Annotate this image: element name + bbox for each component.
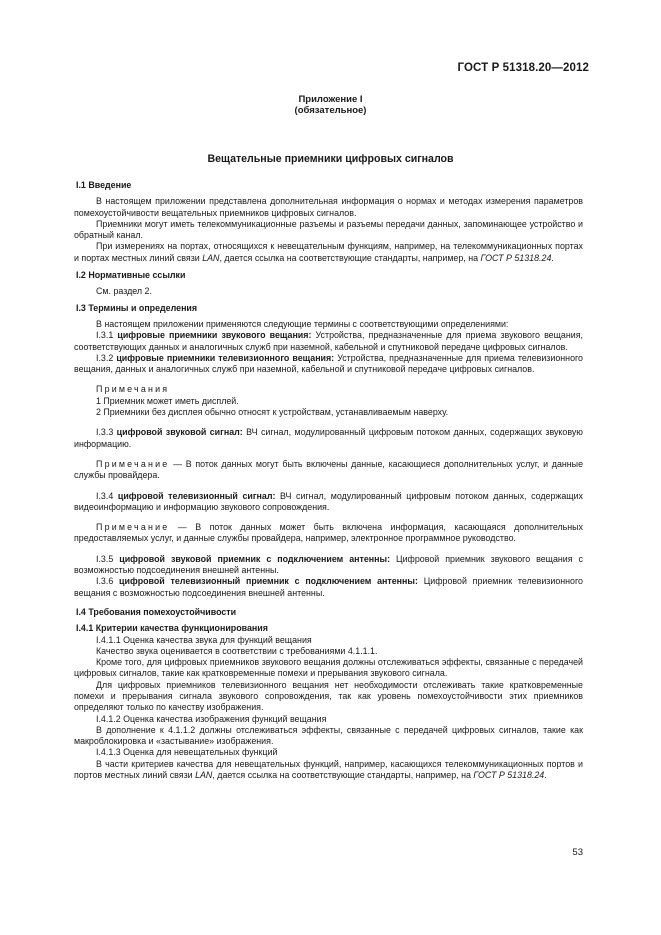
note: 2 Приемники без дисплея обычно относят к устройствам, устанавливаемым наверху. [96, 407, 449, 418]
paragraph: В дополнение к 4.1.1.2 должны отслеживаться эффекты, связанные с передачей цифровых сигналов, такие как макроблокировка и «застывание» изображения. [74, 724, 583, 747]
subsection-heading: I.4.1.3 Оценка для невещательных функций [96, 747, 278, 758]
paragraph: Приемники могут иметь телекоммуникационные разъемы и разъемы передачи данных, запоминающее устройство и обратный канал. [74, 218, 583, 241]
subsection-heading: I.4.1.2 Оценка качества изображения функций вещания [96, 713, 327, 724]
note: Примечание — В поток данных могут быть включены данные, касающиеся дополнительных услуг, и данные службы провайдера. [74, 458, 583, 481]
annex-status: (обязательное) [294, 105, 367, 116]
paragraph: В настоящем приложении представлена дополнительная информация о нормах и методах измерения параметров помехоустойчивости вещательных приемников цифровых сигналов. [74, 196, 583, 218]
section-heading: I.1 Введение [76, 180, 132, 190]
paragraph: Для цифровых приемников телевизионного вещания нет необходимости отслеживать такие кратковременные помехи и прерывания сигнала звукового сопровождения, так как уровень помехоустойчивости этих приемников определяют только по качеству изображения. [74, 679, 583, 713]
section-heading: I.4 Требования помехоустойчивости [76, 606, 237, 617]
subsection-heading: I.4.1 Критерии качества функционирования [76, 623, 268, 634]
page-number: 53 [572, 847, 583, 858]
standard-reference: ГОСТ Р 51318.24 [480, 252, 552, 263]
term: цифровой звуковой сигнал: [116, 427, 243, 438]
term-definition: I.3.4 цифровой телевизионный сигнал: ВЧ сигнал, модулированный цифровым потоком данных, содержащих видеоинформацию и информацию звукового сопровождения. [74, 490, 583, 512]
paragraph: Качество звука оценивается в соответствии с требованиями 4.1.1.1. [96, 645, 378, 656]
note: Примечание — В поток данных может быть включена информация, касающаяся дополнительных предоставляемых услуг, и данные службы провайдера, например, электронное программное руководство. [74, 522, 583, 544]
subsection-heading: I.4.1.1 Оценка качества звука для функций вещания [96, 634, 312, 645]
paragraph: При измерениях на портах, относящихся к невещательным функциям, например, на телекоммуникационных портах и портах местных линий связи LAN, дается ссылка на соответствующие стандарты, например, на ГОСТ Р 51318.24. [74, 241, 583, 263]
note: 1 Приемник может иметь дисплей. [96, 395, 239, 406]
standard-reference: ГОСТ Р 51318.24 [473, 770, 545, 781]
annex-title: Приложение I [298, 94, 363, 105]
term: цифровые приемники телевизионного вещания: [116, 352, 335, 363]
paragraph: В настоящем приложении применяются следующие термины с соответствующими определениями: [96, 318, 509, 329]
term-definition: I.3.2 цифровые приемники телевизионного вещания: Устройства, предназначенные для приема телевизионного вещания, данных и аналогичных служб при наземной, кабельной и спутниковой передаче цифровых сигналов. [74, 352, 583, 375]
paragraph: В части критериев качества для невещательных функций, например, касающихся телекоммуникационных портов и портов местных линий связи LAN, дается ссылка на соответствующие стандарты, например, на ГОСТ Р 51318.24. [74, 758, 583, 781]
term-definition: I.3.5 цифровой звуковой приемник с подключением антенны: Цифровой приемник звукового вещания с возможностью подсоединения внешней антенны. [74, 553, 583, 576]
term: цифровой телевизионный приемник с подключением антенны: [119, 576, 418, 587]
paragraph: Кроме того, для цифровых приемников звукового вещания должны отслеживаться эффекты, связанные с передачей цифровых сигналов, такие как кратковременные помехи и прерывания звукового сигнала. [74, 657, 583, 679]
term: цифровые приемники звукового вещания: [117, 330, 312, 341]
term-definition: I.3.3 цифровой звуковой сигнал: ВЧ сигнал, модулированный цифровым потоком данных, содержащих звуковую информацию. [74, 427, 583, 449]
paragraph: См. раздел 2. [96, 286, 152, 297]
term-definition: I.3.6 цифровой телевизионный приемник с подключением антенны: Цифровой приемник телевизионного вещания с возможностью подсоединения внешней антенны. [74, 576, 583, 598]
document-body [74, 176, 583, 781]
section-heading: I.2 Нормативные ссылки [76, 270, 186, 281]
term-definition: I.3.1 цифровые приемники звукового вещания: Устройства, предназначенные для приема звукового вещания, соответствующих данных и аналогичных служб при наземной, кабельной и спутниковой передаче цифровых сигналов. [74, 330, 583, 352]
section-heading: I.3 Термины и определения [76, 302, 198, 313]
notes-label: Примечания [96, 384, 170, 395]
document-title: Вещательные приемники цифровых сигналов [207, 153, 454, 165]
term: цифровой телевизионный сигнал: [117, 490, 276, 501]
term: цифровой звуковой приемник с подключением антенны: [119, 553, 391, 564]
standard-number: ГОСТ Р 51318.20—2012 [457, 62, 589, 74]
